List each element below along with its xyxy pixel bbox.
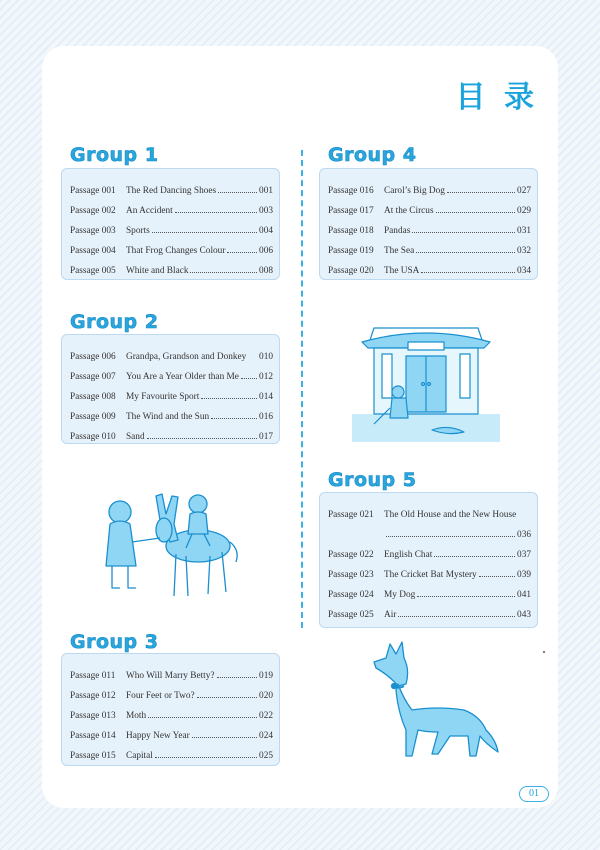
passage-number: Passage 010 bbox=[70, 432, 116, 442]
list-item[interactable] bbox=[70, 422, 273, 442]
passage-number: Passage 018 bbox=[328, 226, 374, 236]
page-ref: 010 bbox=[259, 352, 273, 362]
passage-number: Passage 014 bbox=[70, 731, 116, 741]
dot-leader bbox=[421, 272, 515, 273]
passage-title: Pandas bbox=[384, 226, 411, 236]
passage-title: My Favourite Sport bbox=[126, 392, 200, 402]
passage-number: Passage 001 bbox=[70, 186, 116, 196]
group-2-list bbox=[61, 334, 280, 444]
page-ref: 032 bbox=[517, 246, 531, 256]
list-item[interactable] bbox=[70, 362, 273, 382]
group-4-title: Group 4 bbox=[328, 144, 417, 166]
group-5-title: Group 5 bbox=[328, 469, 417, 491]
dog-illustration bbox=[368, 640, 504, 758]
passage-title: Four Feet or Two? bbox=[126, 691, 195, 701]
list-item-continuation bbox=[328, 520, 531, 540]
passage-number: Passage 015 bbox=[70, 751, 116, 761]
list-item[interactable] bbox=[70, 701, 273, 721]
page-ref: 024 bbox=[259, 731, 273, 741]
list-item[interactable] bbox=[70, 402, 273, 422]
dot-leader bbox=[211, 418, 257, 419]
list-item[interactable] bbox=[70, 721, 273, 741]
group-1-list bbox=[61, 168, 280, 280]
passage-title: The Red Dancing Shoes bbox=[126, 186, 217, 196]
page-ref: 008 bbox=[259, 266, 273, 276]
page-ref: 001 bbox=[259, 186, 273, 196]
list-item[interactable] bbox=[70, 661, 273, 681]
page-ref: 041 bbox=[517, 590, 531, 600]
page-ref: 016 bbox=[259, 412, 273, 422]
group-5-list bbox=[319, 492, 538, 628]
passage-title: The Cricket Bat Mystery bbox=[384, 570, 477, 580]
dot-leader bbox=[190, 272, 257, 273]
list-item[interactable] bbox=[328, 540, 531, 560]
passage-number: Passage 024 bbox=[328, 590, 374, 600]
passage-number: Passage 007 bbox=[70, 372, 116, 382]
passage-number: Passage 019 bbox=[328, 246, 374, 256]
dot-leader bbox=[412, 232, 515, 233]
page-ref: 004 bbox=[259, 226, 273, 236]
page-ref: 019 bbox=[259, 671, 273, 681]
passage-number: Passage 006 bbox=[70, 352, 116, 362]
passage-number: Passage 021 bbox=[328, 510, 374, 520]
passage-number: Passage 008 bbox=[70, 392, 116, 402]
list-item[interactable] bbox=[328, 256, 531, 276]
group-1-title: Group 1 bbox=[70, 144, 159, 166]
dot-leader bbox=[417, 596, 515, 597]
passage-title: Capital bbox=[126, 751, 153, 761]
passage-number: Passage 002 bbox=[70, 206, 116, 216]
list-item[interactable] bbox=[328, 500, 531, 520]
page-ref: 003 bbox=[259, 206, 273, 216]
list-item[interactable] bbox=[70, 216, 273, 236]
list-item[interactable] bbox=[328, 580, 531, 600]
page-ref: 031 bbox=[517, 226, 531, 236]
dot-leader bbox=[147, 438, 257, 439]
page-ref: 027 bbox=[517, 186, 531, 196]
page-ref: 014 bbox=[259, 392, 273, 402]
passage-number: Passage 025 bbox=[328, 610, 374, 620]
list-item[interactable] bbox=[70, 196, 273, 216]
list-item[interactable] bbox=[70, 382, 273, 402]
passage-number: Passage 011 bbox=[70, 671, 116, 681]
dot-leader bbox=[434, 556, 515, 557]
passage-title: Happy New Year bbox=[126, 731, 190, 741]
list-item[interactable] bbox=[70, 256, 273, 276]
page-ref: 025 bbox=[259, 751, 273, 761]
page-ref: 029 bbox=[517, 206, 531, 216]
passage-title: Carol’s Big Dog bbox=[384, 186, 445, 196]
dot-leader bbox=[436, 212, 515, 213]
passage-title: English Chat bbox=[384, 550, 433, 560]
passage-number: Passage 023 bbox=[328, 570, 374, 580]
passage-number: Passage 016 bbox=[328, 186, 374, 196]
passage-title: The Wind and the Sun bbox=[126, 412, 210, 422]
passage-title: My Dog bbox=[384, 590, 416, 600]
page-ref: 036 bbox=[517, 530, 531, 540]
group-2-title: Group 2 bbox=[70, 311, 159, 333]
dot-leader bbox=[447, 192, 515, 193]
grandpa-donkey-illustration bbox=[98, 484, 248, 602]
dot-leader bbox=[148, 717, 257, 718]
list-item[interactable] bbox=[70, 741, 273, 761]
dot-leader bbox=[398, 616, 515, 617]
group-4-list bbox=[319, 168, 538, 280]
passage-title: At the Circus bbox=[384, 206, 434, 216]
dot-leader bbox=[201, 398, 257, 399]
page-ref: 037 bbox=[517, 550, 531, 560]
passage-title: Sports bbox=[126, 226, 150, 236]
list-item[interactable] bbox=[328, 196, 531, 216]
dot-leader bbox=[218, 192, 257, 193]
dot-leader bbox=[175, 212, 257, 213]
passage-number: Passage 013 bbox=[70, 711, 116, 721]
page-title: 目 录 bbox=[455, 80, 538, 115]
dot-leader bbox=[155, 757, 257, 758]
page-ref: 039 bbox=[517, 570, 531, 580]
passage-number: Passage 009 bbox=[70, 412, 116, 422]
temple-illustration bbox=[352, 318, 500, 444]
page-ref: 034 bbox=[517, 266, 531, 276]
passage-title: Who Will Marry Betty? bbox=[126, 671, 215, 681]
dot-leader bbox=[386, 536, 515, 537]
passage-title: The USA bbox=[384, 266, 420, 276]
list-item[interactable] bbox=[328, 600, 531, 620]
passage-title: Moth bbox=[126, 711, 147, 721]
list-item[interactable] bbox=[70, 176, 273, 196]
list-item[interactable] bbox=[328, 176, 531, 196]
list-item[interactable] bbox=[328, 216, 531, 236]
dot-leader bbox=[197, 697, 257, 698]
passage-number: Passage 012 bbox=[70, 691, 116, 701]
dot-leader bbox=[217, 677, 258, 678]
list-item[interactable] bbox=[70, 342, 273, 362]
column-divider bbox=[301, 150, 303, 628]
page-ref: 043 bbox=[517, 610, 531, 620]
page-ref: 017 bbox=[259, 432, 273, 442]
passage-title: An Accident bbox=[126, 206, 173, 216]
dot-leader bbox=[416, 252, 515, 253]
page-ref: 012 bbox=[259, 372, 273, 382]
passage-number: Passage 005 bbox=[70, 266, 116, 276]
passage-title: The Sea bbox=[384, 246, 415, 256]
group-3-list bbox=[61, 653, 280, 766]
passage-number: Passage 003 bbox=[70, 226, 116, 236]
passage-title: White and Black bbox=[126, 266, 189, 276]
dot-leader bbox=[192, 737, 257, 738]
passage-title: Grandpa, Grandson and Donkey bbox=[126, 352, 247, 362]
passage-title: Air bbox=[384, 610, 397, 620]
list-item[interactable] bbox=[328, 560, 531, 580]
passage-title: You Are a Year Older than Me bbox=[126, 372, 239, 382]
passage-number: Passage 022 bbox=[328, 550, 374, 560]
stray-mark bbox=[543, 651, 545, 653]
dot-leader bbox=[479, 576, 515, 577]
passage-title: Sand bbox=[126, 432, 145, 442]
list-item[interactable] bbox=[328, 236, 531, 256]
passage-number: Passage 020 bbox=[328, 266, 374, 276]
list-item[interactable] bbox=[70, 681, 273, 701]
passage-number: Passage 017 bbox=[328, 206, 374, 216]
page-ref: 020 bbox=[259, 691, 273, 701]
page-number: 01 bbox=[519, 786, 549, 802]
passage-number: Passage 004 bbox=[70, 246, 116, 256]
page-ref: 006 bbox=[259, 246, 273, 256]
passage-title: That Frog Changes Colour bbox=[126, 246, 226, 256]
passage-title: The Old House and the New House bbox=[384, 510, 517, 520]
dot-leader bbox=[152, 232, 257, 233]
dot-leader bbox=[227, 252, 257, 253]
page-ref: 022 bbox=[259, 711, 273, 721]
dot-leader bbox=[241, 378, 257, 379]
group-3-title: Group 3 bbox=[70, 631, 159, 653]
list-item[interactable] bbox=[70, 236, 273, 256]
